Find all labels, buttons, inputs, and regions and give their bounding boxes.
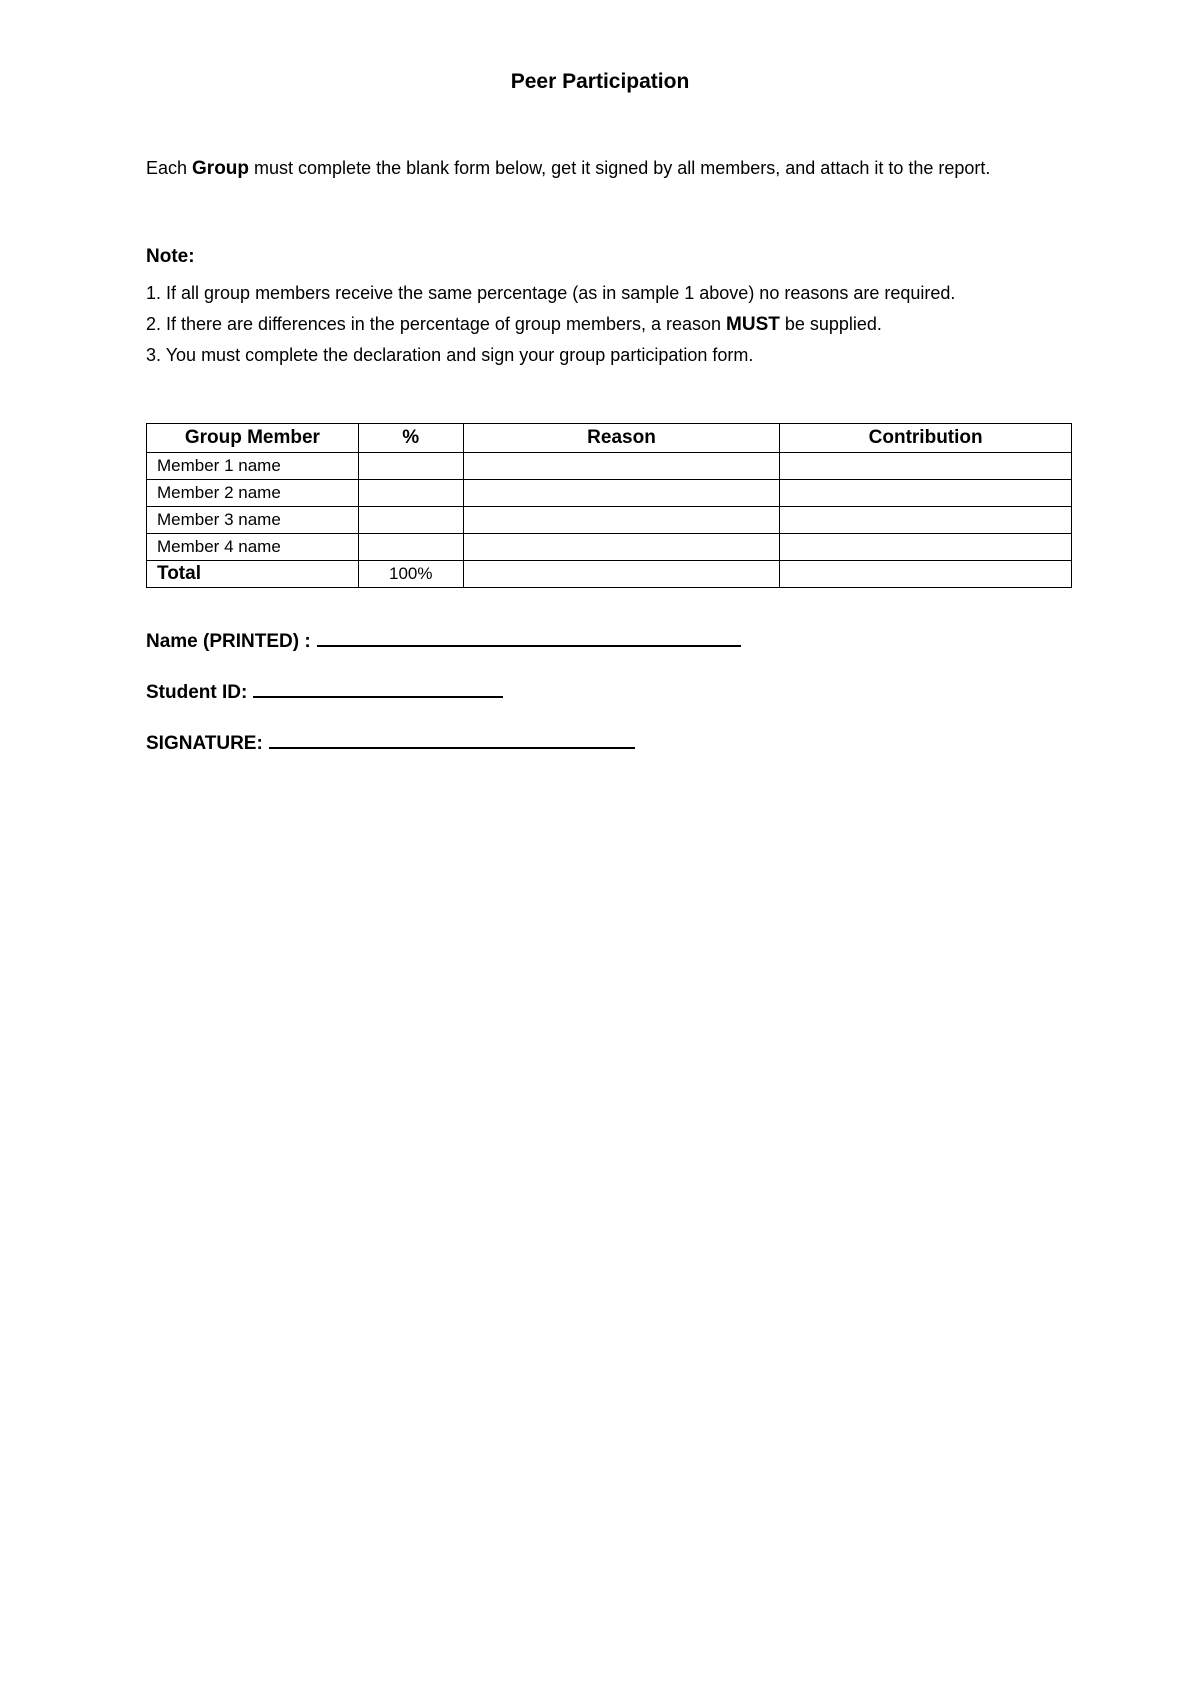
member-name-cell[interactable]: Member 4 name [147, 534, 359, 561]
total-label-cell: Total [147, 561, 359, 588]
intro-paragraph [146, 153, 1066, 184]
intro-bold-group: Group [192, 158, 250, 179]
contribution-cell[interactable] [780, 480, 1072, 507]
member-name-cell[interactable]: Member 1 name [147, 453, 359, 480]
name-printed-line[interactable] [317, 629, 741, 647]
note-item-2-start: 2. If there are differences in the percentage of group members, a reason [146, 314, 727, 334]
total-reason-cell[interactable] [463, 561, 780, 588]
reason-cell[interactable] [463, 453, 780, 480]
header-contribution: Contribution [780, 424, 1072, 453]
table-row [147, 534, 1072, 561]
reason-cell[interactable] [463, 480, 780, 507]
table-total-row [147, 561, 1072, 588]
member-name-cell[interactable]: Member 2 name [147, 480, 359, 507]
signature-field [146, 731, 635, 755]
percent-cell[interactable] [358, 507, 463, 534]
signature-label: SIGNATURE: [146, 733, 263, 754]
name-printed-label: Name (PRINTED) : [146, 631, 311, 652]
header-percent: % [358, 424, 463, 453]
note-heading: Note: [146, 246, 195, 267]
name-printed-field [146, 629, 741, 653]
header-reason: Reason [463, 424, 780, 453]
member-name-cell[interactable]: Member 3 name [147, 507, 359, 534]
note-list [146, 278, 1126, 371]
page-title: Peer Participation [510, 70, 690, 93]
table-row [147, 507, 1072, 534]
contribution-cell[interactable] [780, 534, 1072, 561]
table-row [147, 453, 1072, 480]
intro-text-start: Each [146, 158, 193, 178]
note-item-1: 1. If all group members receive the same percentage (as in sample 1 above) no reasons are required. [146, 283, 956, 303]
percent-cell[interactable] [358, 534, 463, 561]
contribution-cell[interactable] [780, 507, 1072, 534]
signature-line[interactable] [269, 731, 635, 749]
reason-cell[interactable] [463, 507, 780, 534]
percent-cell[interactable] [358, 480, 463, 507]
intro-text-end: must complete the blank form below, get it signed by all members, and attach it to the report. [249, 158, 991, 178]
contribution-cell[interactable] [780, 453, 1072, 480]
note-item-2 [146, 309, 1126, 340]
note-item-2-bold: MUST [726, 314, 780, 335]
note-item-2-end: be supplied. [779, 314, 882, 334]
student-id-field [146, 680, 503, 704]
reason-cell[interactable] [463, 534, 780, 561]
header-group-member: Group Member [147, 424, 359, 453]
note-item-3: 3. You must complete the declaration and sign your group participation form. [146, 345, 754, 365]
total-contribution-cell[interactable] [780, 561, 1072, 588]
percent-cell[interactable] [358, 453, 463, 480]
table-row [147, 480, 1072, 507]
student-id-line[interactable] [253, 680, 503, 698]
student-id-label: Student ID: [146, 682, 248, 703]
table-header-row [147, 424, 1072, 453]
participation-table [146, 423, 1072, 588]
total-percent-cell: 100% [358, 561, 463, 588]
